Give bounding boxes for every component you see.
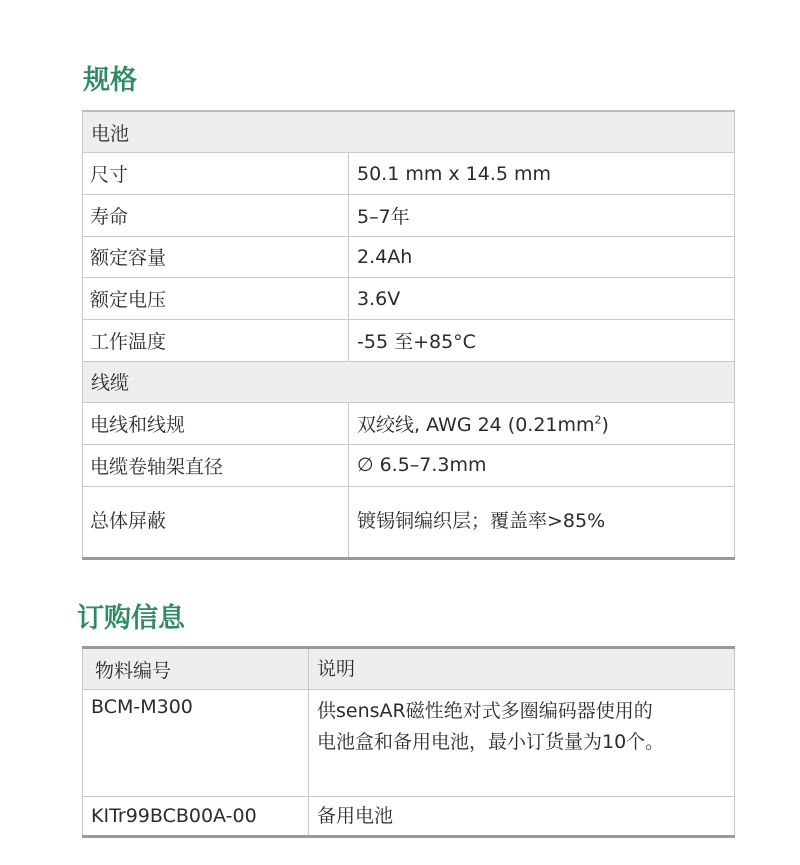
description-line: 电池盒和备用电池，最小订货量为10个。 — [317, 731, 665, 753]
part-number: BCM-M300 — [83, 690, 309, 797]
spec-value: 2.4Ah — [349, 236, 735, 278]
spec-row — [83, 194, 735, 236]
part-number: KITr99BCB00A-00 — [83, 797, 309, 837]
spec-value: -55 至+85°C — [349, 319, 735, 361]
column-header-part-number: 物料编号 — [83, 648, 309, 690]
spec-value: 镀锡铜编织层；覆盖率>85% — [349, 486, 735, 558]
spec-row — [83, 153, 735, 195]
spec-value: 50.1 mm x 14.5 mm — [349, 153, 735, 195]
spec-row — [83, 236, 735, 278]
specs-title: 规格 — [83, 65, 137, 96]
spec-label: 电缆卷轴架直径 — [83, 445, 349, 487]
spec-row — [83, 319, 735, 361]
specs-table — [82, 110, 735, 560]
spec-label: 额定电压 — [83, 278, 349, 320]
spec-label: 寿命 — [83, 194, 349, 236]
ordering-header-row — [83, 648, 735, 690]
spec-value-text: 双绞线, AWG 24 (0.21mm — [357, 414, 595, 437]
section-row-battery — [83, 111, 735, 153]
ordering-row — [83, 797, 735, 837]
spec-label: 工作温度 — [83, 319, 349, 361]
ordering-table — [82, 646, 735, 838]
section-heading: 电池 — [83, 111, 735, 153]
column-header-description: 说明 — [309, 648, 735, 690]
spec-value: ∅ 6.5–7.3mm — [349, 445, 735, 487]
superscript: 2 — [594, 413, 602, 427]
spec-row — [83, 403, 735, 445]
description — [309, 690, 735, 797]
spec-label: 总体屏蔽 — [83, 486, 349, 558]
spec-value: 5–7年 — [349, 194, 735, 236]
description: 备用电池 — [309, 797, 735, 837]
spec-row — [83, 278, 735, 320]
spec-label: 尺寸 — [83, 153, 349, 195]
spec-label: 电线和线规 — [83, 403, 349, 445]
spec-value — [349, 403, 735, 445]
spec-label: 额定容量 — [83, 236, 349, 278]
section-heading: 线缆 — [83, 361, 735, 403]
spec-row — [83, 445, 735, 487]
spec-value: 3.6V — [349, 278, 735, 320]
section-row-cable — [83, 361, 735, 403]
spec-row — [83, 486, 735, 558]
spec-value-tail: ) — [601, 414, 609, 437]
description-line: 供sensAR磁性绝对式多圈编码器使用的 — [317, 700, 653, 722]
ordering-row — [83, 690, 735, 797]
ordering-title: 订购信息 — [77, 603, 185, 634]
